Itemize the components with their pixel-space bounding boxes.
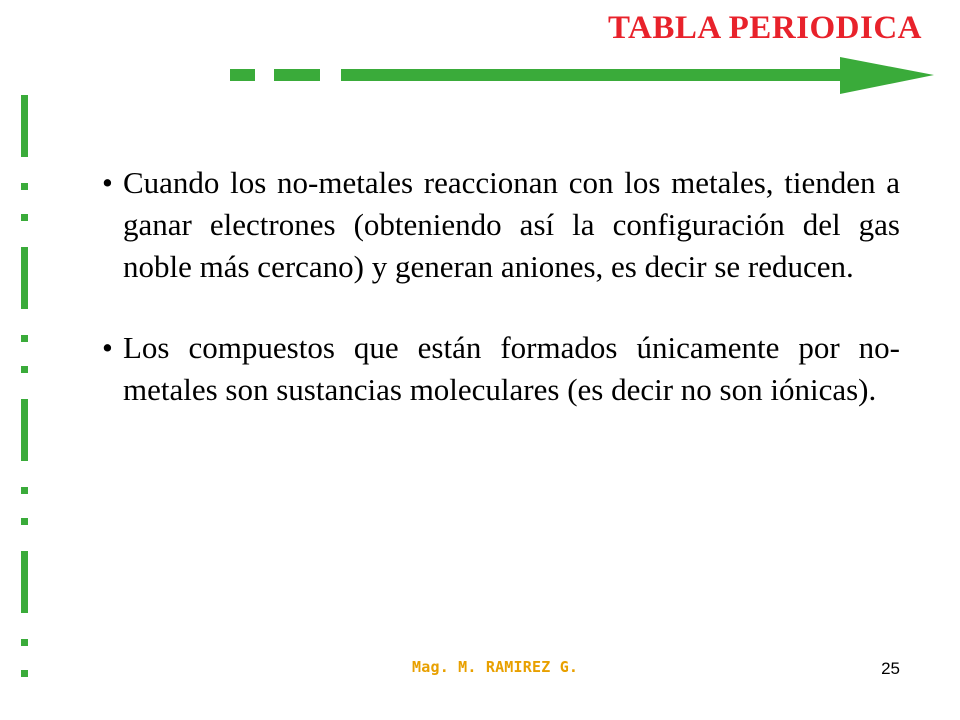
left-bar: [21, 95, 28, 157]
left-dot: [21, 214, 28, 221]
arrow-shaft: [341, 69, 841, 81]
slide-title: TABLA PERIODICA: [607, 10, 922, 46]
bullet-marker: •: [102, 330, 113, 365]
left-bar: [21, 399, 28, 461]
page-number: 25: [881, 659, 900, 678]
left-bar: [21, 551, 28, 613]
right-arrow-icon: [840, 57, 934, 94]
title-arrow-decoration: [0, 0, 960, 110]
left-dot: [21, 487, 28, 494]
slide-body: [100, 162, 900, 411]
left-dot: [21, 639, 28, 646]
footer-author: Mag. M. RAMIREZ G.: [412, 658, 579, 676]
left-dot: [21, 670, 28, 677]
left-dot: [21, 335, 28, 342]
bullet-item: [100, 327, 900, 411]
bullet-marker: •: [102, 165, 113, 200]
arrow-dash-2: [274, 69, 320, 81]
bullet-text: Cuando los no-metales reaccionan con los metales, tienden a ganar electrones (obteniendo así la configuración del gas noble más cercano) y generan aniones, es decir se reducen.: [123, 165, 900, 284]
left-bar: [21, 247, 28, 309]
left-dot: [21, 366, 28, 373]
left-dot: [21, 183, 28, 190]
bullet-item: [100, 162, 900, 288]
left-side-decoration: [0, 0, 40, 720]
arrow-dash-1: [230, 69, 255, 81]
bullet-text: Los compuestos que están formados únicamente por no-metales son sustancias moleculares (es decir no son iónicas).: [123, 330, 900, 407]
left-dot: [21, 518, 28, 525]
